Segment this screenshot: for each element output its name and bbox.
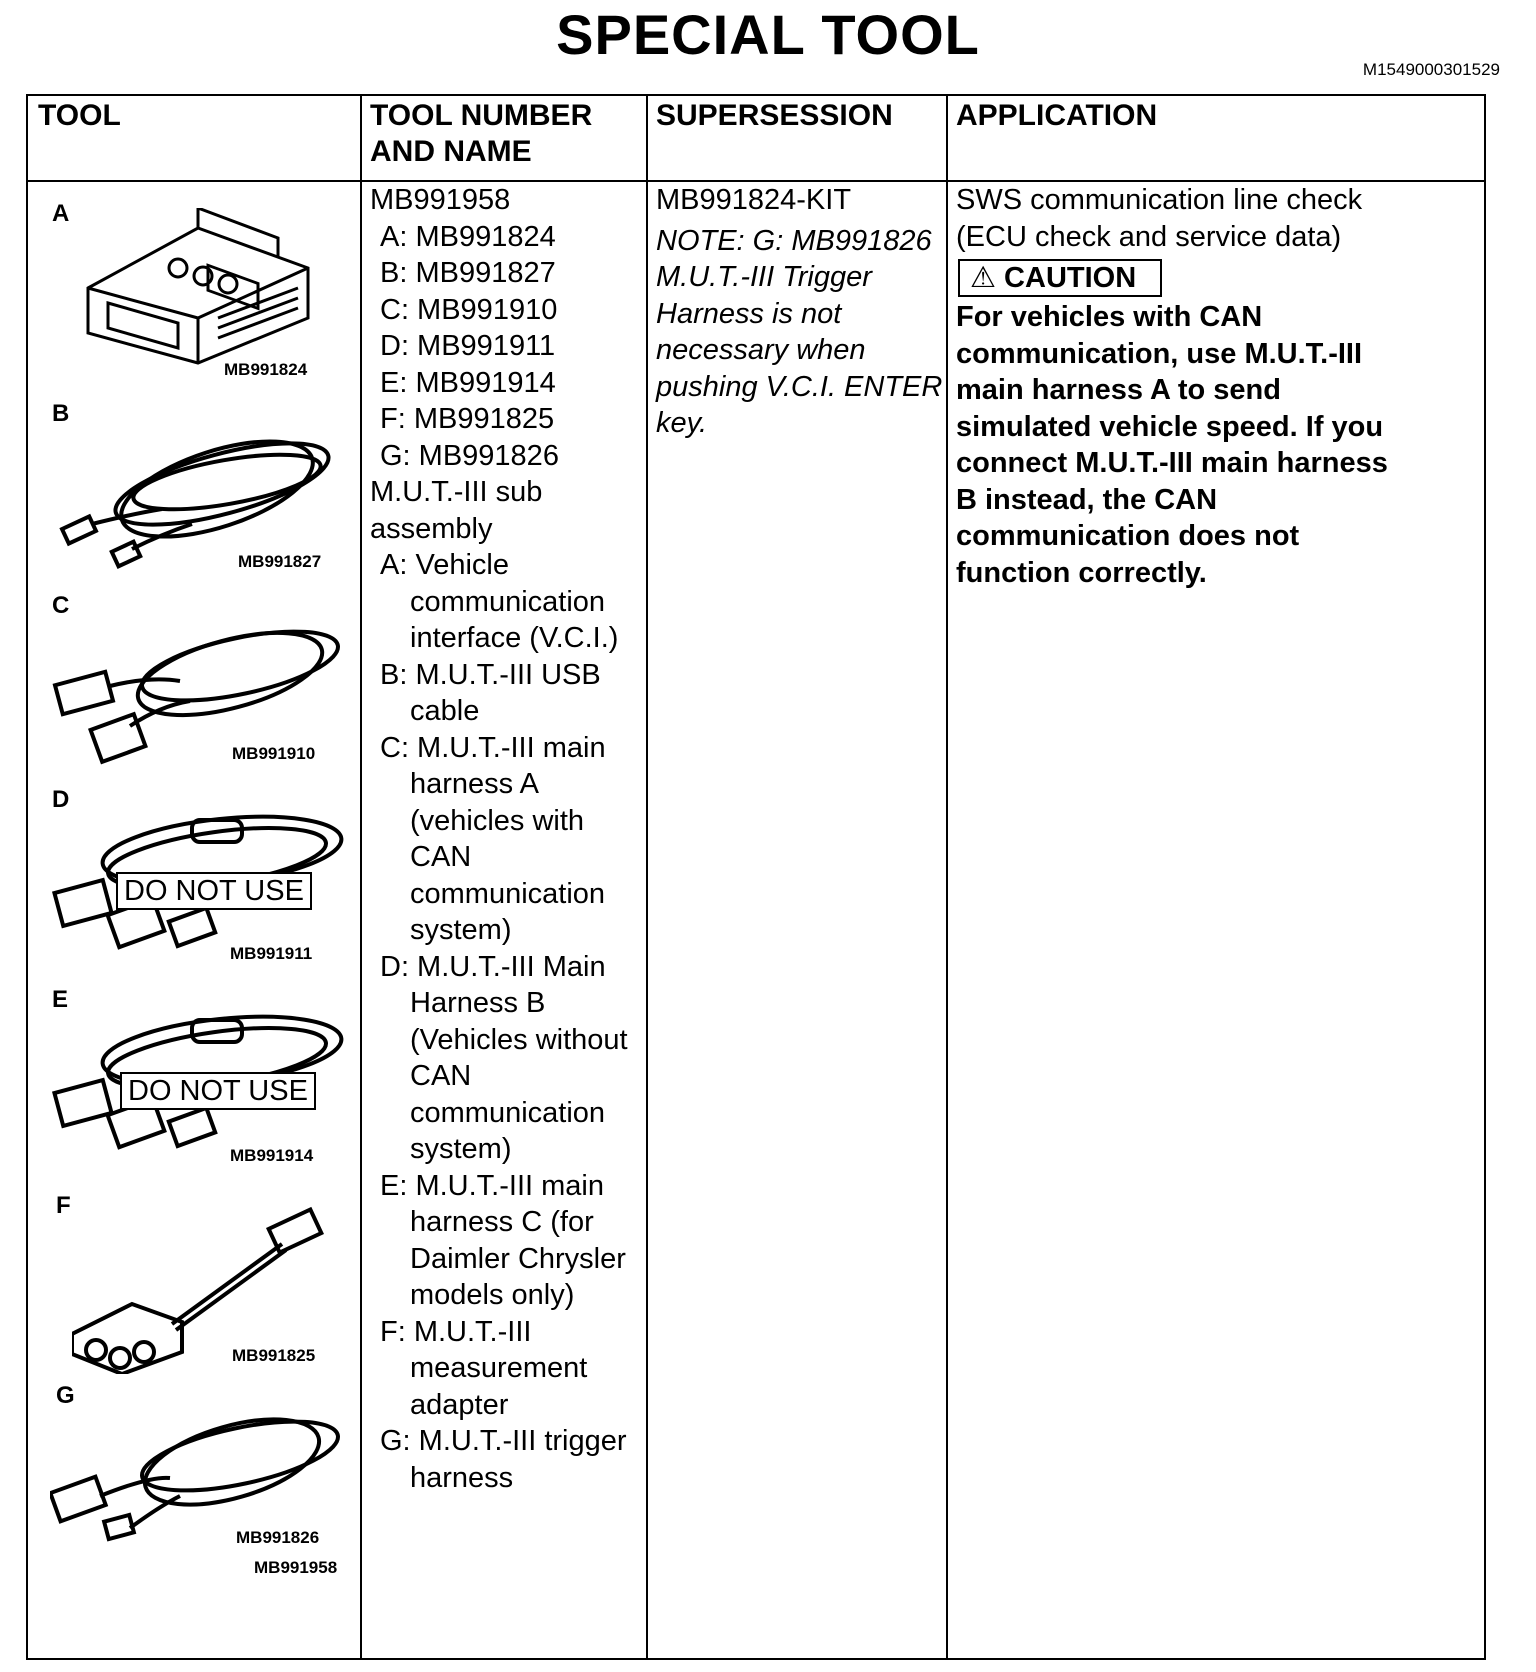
number-line: harness A xyxy=(410,768,539,800)
tool-part-b: MB991827 xyxy=(238,552,322,571)
header-supersession: SUPERSESSION xyxy=(656,99,893,132)
column-divider xyxy=(946,96,948,1658)
caution-line: communication, use M.U.T.-III xyxy=(956,337,1363,370)
note-line: pushing V.C.I. ENTER xyxy=(656,370,943,403)
tool-letter-d: D xyxy=(52,786,70,813)
number-line: models only) xyxy=(410,1279,575,1311)
number-line: assembly xyxy=(370,512,493,545)
number-line: CAN xyxy=(410,1060,472,1092)
supersession-cell xyxy=(656,182,942,442)
number-line: cable xyxy=(410,695,480,727)
number-line: A: Vehicle xyxy=(380,549,509,581)
tool-letter-a: A xyxy=(52,200,70,227)
number-line: Daimler Chrysler xyxy=(410,1242,626,1275)
number-line: E: M.U.T.-III main xyxy=(380,1169,604,1202)
tool-part-d: MB991911 xyxy=(230,944,313,963)
number-line: communication xyxy=(410,585,606,618)
note-line: Harness is not xyxy=(656,297,842,330)
number-line: (Vehicles without xyxy=(410,1023,628,1056)
header-tool-number-line1: TOOL NUMBER xyxy=(370,99,593,132)
usb-cable-icon xyxy=(52,414,342,574)
number-line: (vehicles with xyxy=(410,804,585,837)
number-line: interface (V.C.I.) xyxy=(410,622,619,654)
page-title: SPECIAL TOOL xyxy=(556,3,980,66)
number-line: system) xyxy=(410,914,512,946)
supersession-value: MB991824-KIT xyxy=(656,184,852,216)
tool-part-c: MB991910 xyxy=(232,744,316,763)
application-line: SWS communication line check xyxy=(956,184,1363,216)
note-line: NOTE: G: MB991826 xyxy=(656,224,932,257)
number-line: adapter xyxy=(410,1388,509,1421)
caution-line: connect M.U.T.-III main harness xyxy=(956,447,1388,479)
header-application: APPLICATION xyxy=(956,99,1158,132)
caution-text xyxy=(956,299,1388,591)
number-line: MB991958 xyxy=(370,184,511,216)
caution-line: main harness A to send xyxy=(956,374,1281,406)
number-line: measurement xyxy=(410,1352,588,1384)
number-line: E: MB991914 xyxy=(380,366,556,399)
caution-line: communication does not xyxy=(956,520,1300,552)
special-tool-table xyxy=(26,94,1486,1660)
note-line: necessary when xyxy=(656,334,866,366)
tool-letter-e: E xyxy=(52,986,69,1013)
tool-part-f: MB991825 xyxy=(232,1346,316,1365)
column-divider xyxy=(360,96,362,1658)
number-line: system) xyxy=(410,1133,512,1165)
tool-part-a: MB991824 xyxy=(224,360,308,379)
number-line: harness C (for xyxy=(410,1206,594,1238)
caution-line: function correctly. xyxy=(956,556,1207,589)
header-tool-number xyxy=(370,98,592,170)
header-tool: TOOL xyxy=(38,99,121,132)
number-line: Harness B xyxy=(410,987,546,1019)
do-not-use-label-d: DO NOT USE xyxy=(116,872,312,910)
number-line: communication xyxy=(410,877,606,910)
number-line: A: MB991824 xyxy=(380,220,556,253)
application-cell xyxy=(956,182,1388,591)
main-harness-a-icon xyxy=(50,606,346,766)
vci-unit-icon xyxy=(78,208,318,368)
tool-part-e: MB991914 xyxy=(230,1146,314,1165)
document-id: M1549000301529 xyxy=(1362,60,1500,79)
tool-letter-g: G xyxy=(56,1382,75,1409)
tool-letter-b: B xyxy=(52,400,70,427)
tool-letter-f: F xyxy=(56,1192,71,1219)
number-line: D: M.U.T.-III Main xyxy=(380,950,606,983)
number-line: CAN xyxy=(410,841,472,873)
number-line: communication xyxy=(410,1096,606,1129)
number-line: C: MB991910 xyxy=(380,293,558,326)
number-line: G: M.U.T.-III trigger xyxy=(380,1425,627,1457)
tool-part-g: MB991826 xyxy=(236,1528,320,1547)
caution-label: ⚠ CAUTION xyxy=(958,259,1162,297)
number-line: B: MB991827 xyxy=(380,257,556,289)
note-line: key. xyxy=(656,407,708,439)
number-line: harness xyxy=(410,1461,514,1494)
tool-kit-number: MB991958 xyxy=(254,1558,338,1577)
number-line: D: MB991911 xyxy=(380,330,556,362)
tool-letter-c: C xyxy=(52,592,70,619)
caution-line: simulated vehicle speed. If you xyxy=(956,410,1384,443)
number-line: G: MB991826 xyxy=(380,439,559,472)
number-line: F: MB991825 xyxy=(380,403,555,435)
tool-number-name-cell xyxy=(370,182,628,1496)
number-line: M.U.T.-III sub xyxy=(370,476,543,508)
trigger-harness-icon xyxy=(50,1396,346,1546)
column-divider xyxy=(646,96,648,1658)
number-line: F: M.U.T.-III xyxy=(380,1315,532,1348)
header-tool-number-line2: AND NAME xyxy=(370,135,532,168)
number-line: B: M.U.T.-III USB xyxy=(380,658,601,691)
supersession-note xyxy=(656,223,942,442)
caution-line: B instead, the CAN xyxy=(956,483,1218,516)
application-line: (ECU check and service data) xyxy=(956,220,1342,253)
caution-line: For vehicles with CAN xyxy=(956,301,1263,333)
number-line: C: M.U.T.-III main xyxy=(380,731,606,764)
note-line: M.U.T.-III Trigger xyxy=(656,261,872,293)
do-not-use-label-e: DO NOT USE xyxy=(120,1072,316,1110)
